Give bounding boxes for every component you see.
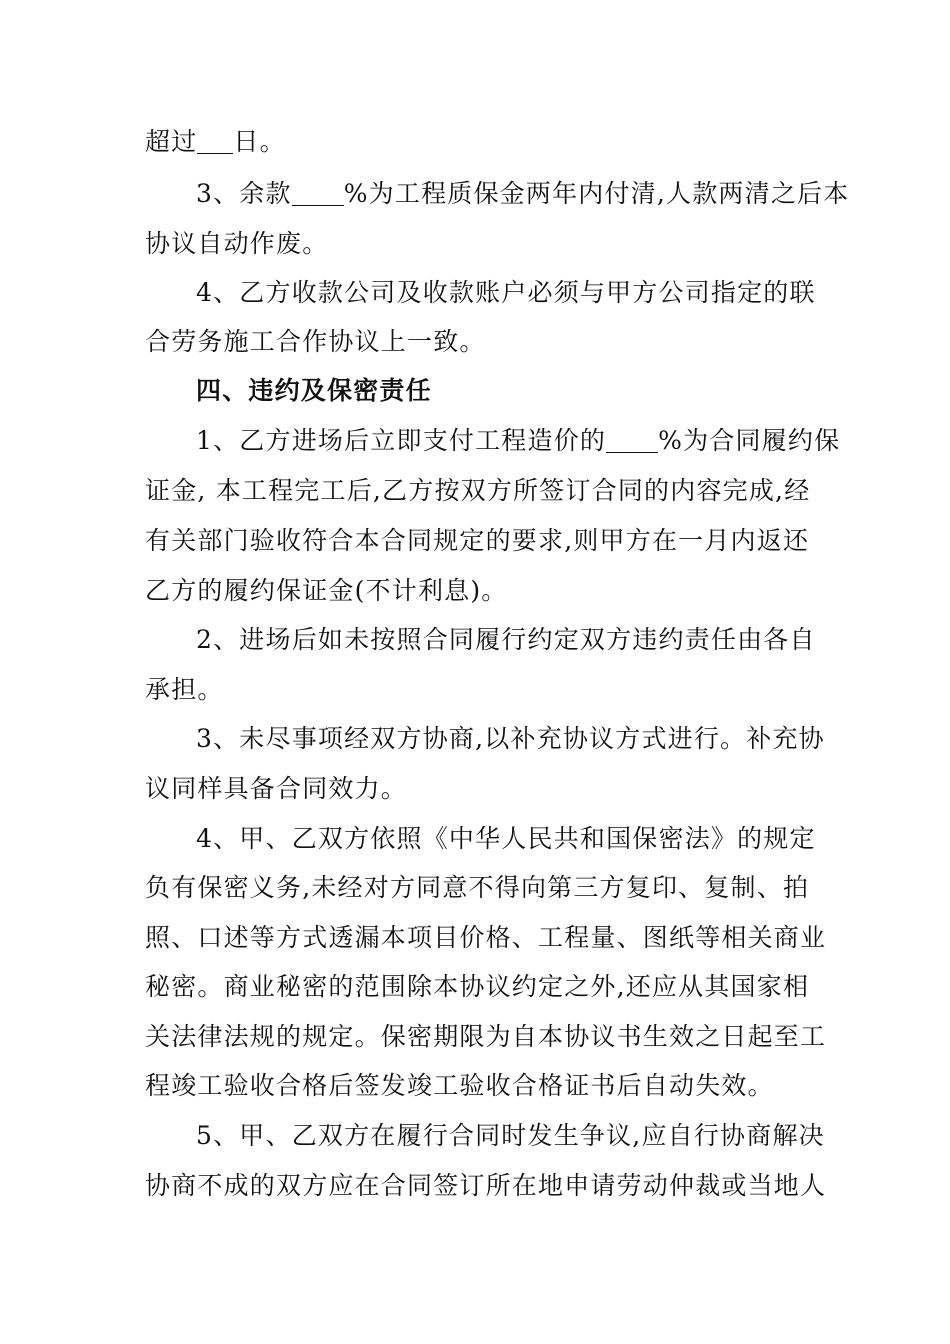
- text-line: 承担。: [145, 675, 224, 704]
- text-line: 照、口述等方式透漏本项目价格、工程量、图纸等相关商业: [145, 923, 827, 952]
- text-line: 协议自动作废。: [145, 229, 329, 258]
- text-segment: %为工程质保金两年内付清,人款两清之后本: [343, 179, 850, 208]
- text-line: 程竣工验收合格后签发竣工验收合格证书后自动失效。: [145, 1071, 774, 1100]
- text-line: 3、未尽事项经双方协商,以补充协议方式进行。补充协: [196, 724, 825, 753]
- text-line: 有关部门验收符合本合同规定的要求,则甲方在一月内返还: [145, 526, 810, 555]
- text-line: 合劳务施工合作协议上一致。: [145, 327, 486, 356]
- text-line: 负有保密义务,未经对方同意不得向第三方复印、复制、拍: [145, 873, 810, 902]
- text-segment: 超过: [145, 127, 198, 156]
- text-line: 秘密。商业秘密的范围除本协议约定之外,还应从其国家相: [145, 972, 810, 1001]
- fill-in-blank: [197, 129, 233, 154]
- fill-in-blank: [606, 428, 658, 453]
- text-line: [196, 178, 849, 210]
- text-line: 证金, 本工程完工后,乙方按双方所签订合同的内容完成,经: [145, 476, 811, 505]
- text-segment: 1、乙方进场后立即支付工程造价的: [196, 426, 607, 455]
- section-heading: 四、违约及保密责任: [196, 376, 432, 405]
- text-segment: 日。: [233, 127, 286, 156]
- text-line: 乙方的履约保证金(不计利息)。: [145, 576, 508, 605]
- text-line: [196, 425, 840, 457]
- text-line: 关法律法规的规定。保密期限为自本协议书生效之日起至工: [145, 1022, 827, 1051]
- text-line: 4、甲、乙双方依照《中华人民共和国保密法》的规定: [196, 824, 816, 853]
- text-line: 协商不成的双方应在合同签订所在地申请劳动仲裁或当地人: [145, 1171, 827, 1200]
- text-line: [145, 126, 286, 158]
- text-line: 4、乙方收款公司及收款账户必须与甲方公司指定的联: [196, 278, 816, 307]
- text-line: 5、甲、乙双方在履行合同时发生争议,应自行协商解决: [196, 1121, 825, 1150]
- text-segment: %为合同履约保: [658, 426, 841, 455]
- text-line: 议同样具备合同效力。: [145, 774, 408, 803]
- text-line: 2、进场后如未按照合同履行约定双方违约责任由各自: [196, 625, 816, 654]
- text-segment: 3、余款: [196, 179, 292, 208]
- fill-in-blank: [292, 181, 344, 206]
